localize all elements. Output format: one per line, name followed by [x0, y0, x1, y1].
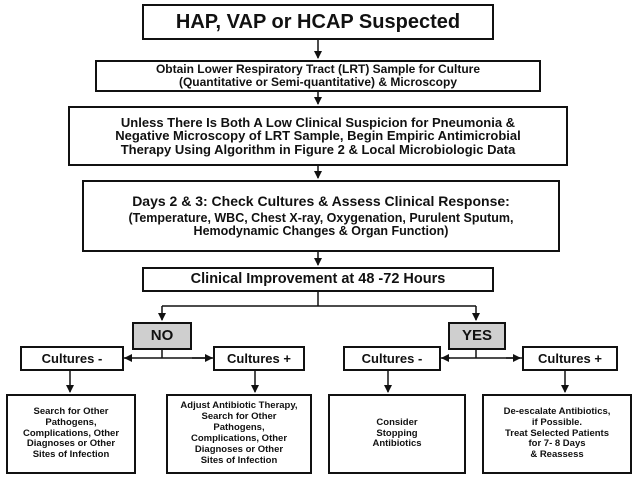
box-line: (Temperature, WBC, Chest X-ray, Oxygenation, Purulent Sputum, — [128, 210, 514, 225]
search-other-pathogens-box — [6, 394, 136, 474]
box-line: De-escalate Antibiotics, — [503, 405, 611, 417]
obtain-lrt-sample-box — [95, 60, 541, 92]
box-line: Obtain Lower Respiratory Tract (LRT) Sample for Culture — [155, 62, 481, 77]
box-line: Pathogens, — [45, 416, 97, 428]
box-line: if Possible. — [531, 416, 583, 428]
box-line: Sites of Infection — [32, 449, 110, 461]
box-line: Diagnoses or Other — [194, 443, 284, 455]
box-line: Cultures + — [227, 350, 291, 366]
box-line: Complications, Other — [22, 427, 120, 439]
clinical-improvement-box — [142, 267, 494, 292]
box-line: Cultures - — [361, 350, 423, 366]
consider-stopping-antibiotics-box — [328, 394, 466, 474]
box-line: Complications, Other — [190, 433, 288, 444]
box-line: (Quantitative or Semi-quantitative) & Microscopy — [178, 75, 458, 89]
box-line: Unless There Is Both A Low Clinical Suspicion for Pneumonia & — [120, 114, 516, 130]
box-line: Search for Other — [33, 405, 109, 417]
deescalate-antibiotics-box — [482, 394, 632, 474]
box-line: Pathogens, — [213, 422, 265, 434]
box-line: Negative Microscopy of LRT Sample, Begin Empiric Antimicrobial — [115, 128, 521, 144]
box-line: Therapy Using Algorithm in Figure 2 & Local Microbiologic Data — [120, 141, 516, 157]
check-cultures-box — [82, 180, 560, 252]
box-line: Days 2 & 3: Check Cultures & Assess Clinical Response: — [132, 193, 510, 210]
yes-decision-box — [448, 322, 506, 350]
box-line: for 7- 8 Days — [528, 438, 586, 450]
box-line: Clinical Improvement at 48 -72 Hours — [190, 270, 446, 287]
no-cultures-negative-box — [20, 346, 124, 371]
yes-cultures-negative-box — [343, 346, 441, 371]
hap-vap-hcap-suspected-box — [142, 4, 494, 40]
box-line: Search for Other — [201, 411, 277, 423]
box-line: NO — [150, 327, 174, 345]
box-line: Treat Selected Patients — [504, 427, 610, 439]
box-line: Diagnoses or Other — [26, 438, 116, 450]
box-line: YES — [461, 327, 492, 345]
box-line: HAP, VAP or HCAP Suspected — [175, 10, 461, 33]
box-line: Adjust Antibiotic Therapy, — [180, 400, 298, 412]
box-line: Hemodynamic Changes & Organ Function) — [193, 223, 449, 238]
box-line: Sites of Infection — [200, 454, 278, 466]
begin-empiric-therapy-box — [68, 106, 568, 166]
adjust-antibiotic-therapy-box — [166, 394, 312, 474]
box-line: Cultures - — [41, 350, 103, 366]
box-line: Cultures + — [538, 350, 602, 366]
box-line: Consider — [376, 416, 418, 428]
box-line: Stopping — [376, 427, 418, 439]
box-line: Antibiotics — [372, 438, 422, 450]
box-line: & Reassess — [530, 449, 584, 461]
no-cultures-positive-box — [213, 346, 305, 371]
no-decision-box — [132, 322, 192, 350]
yes-cultures-positive-box — [522, 346, 618, 371]
